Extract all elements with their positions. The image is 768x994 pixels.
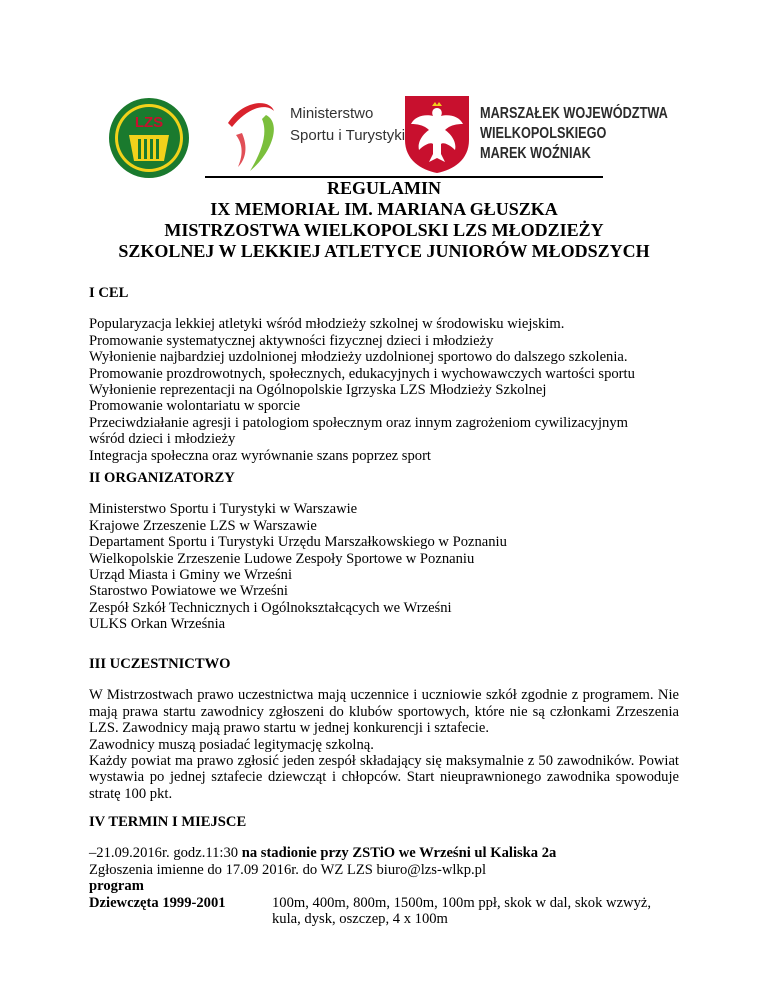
- list-item: Przeciwdziałanie agresji i patologiom społecznym oraz innym zagrożeniom cywilizacyjnym: [89, 414, 628, 431]
- section-heading: III UCZESTNICTWO: [89, 656, 231, 672]
- title-line-4: SZKOLNEJ W LEKKIEJ ATLETYCE JUNIORÓW MŁODSZYCH: [118, 241, 650, 261]
- paragraph: Każdy powiat ma prawo zgłosić jeden zespół składający się maksymalnie z 50 zawodników. Powiat wystawia po jednej sztafecie dziewcząt i chłopców. Start nieuprawnionego zawodnika spowoduje stratę 100 pkt.: [89, 753, 679, 802]
- marshal-line-1: MARSZAŁEK WOJEWÓDZTWA: [480, 105, 668, 122]
- program-row-girls-cont: [89, 911, 679, 927]
- section-cel: [89, 285, 679, 464]
- date-text: –21.09.2016r. godz.11:30: [89, 845, 239, 862]
- paragraph: W Mistrzostwach prawo uczestnictwa mają uczennice i uczniowie szkół zgodnie z programem. Nie mają prawa startu zawodnicy zgłoszeni do klubów sportowych, które nie są członkami Zrzeszenia LZS. Zawodnicy mają prawo startu w jednej konkurencji i sztafecie.: [89, 687, 679, 737]
- paragraph: Zawodnicy muszą posiadać legitymację szkolną.: [89, 736, 374, 753]
- date-line: [89, 845, 679, 861]
- marshal-line-2: WIELKOPOLSKIEGO: [480, 125, 607, 142]
- eagle-coat-of-arms-icon: [403, 94, 471, 174]
- list-item: Wielkopolskie Zrzeszenie Ludowe Zespoły Sportowe w Poznaniu: [89, 550, 475, 567]
- events-list: kula, dysk, oszczep, 4 x 100m: [272, 911, 448, 928]
- title-line-3: MISTRZOSTWA WIELKOPOLSKI LZS MŁODZIEŻY: [164, 220, 604, 240]
- marshal-line-3: MAREK WOŹNIAK: [480, 145, 591, 162]
- list-item: Zespół Szkół Technicznych i Ogólnokształcących we Wrześni: [89, 599, 452, 616]
- title-line-2: IX MEMORIAŁ IM. MARIANA GŁUSZKA: [210, 199, 558, 219]
- section-uczestnictwo: [89, 656, 679, 802]
- lzs-emblem-icon: [108, 97, 190, 179]
- ministry-line-1: Ministerstwo: [290, 105, 374, 122]
- list-item: Krajowe Zrzeszenie LZS w Warszawie: [89, 517, 317, 534]
- lzs-logo-text: LZS: [134, 114, 164, 131]
- title-line-1: REGULAMIN: [326, 178, 441, 198]
- document-title: [60, 178, 708, 262]
- list-item: Promowanie systematycznej aktywności fizycznej dzieci i młodzieży: [89, 332, 494, 349]
- registration-line: Zgłoszenia imienne do 17.09 2016r. do WZ LZS biuro@lzs-wlkp.pl: [89, 861, 487, 878]
- ministry-logo-text: [290, 103, 405, 147]
- section-heading: II ORGANIZATORZY: [89, 470, 235, 486]
- list-item: Wyłonienie najbardziej uzdolnionej młodzieży uzdolnionej sportowo do dalszego szkolenia.: [89, 349, 628, 366]
- list-item: Integracja społeczna oraz wyrównanie szans poprzez sport: [89, 447, 431, 464]
- list-item: Departament Sportu i Turystyki Urzędu Marszałkowskiego w Poznaniu: [89, 534, 507, 551]
- program-label: program: [89, 878, 144, 895]
- list-item: Popularyzacja lekkiej atletyki wśród młodzieży szkolnej w środowisku wiejskim.: [89, 316, 565, 333]
- venue-text: na stadionie przy ZSTiO we Wrześni ul Kaliska 2a: [241, 845, 557, 862]
- events-list: 100m, 400m, 800m, 1500m, 100m ppł, skok w dal, skok wzwyż,: [272, 894, 652, 911]
- category-label: Dziewczęta 1999-2001: [89, 894, 226, 911]
- list-item: Starostwo Powiatowe we Wrześni: [89, 583, 288, 600]
- section-heading: IV TERMIN I MIEJSCE: [89, 814, 247, 830]
- list-item: Wyłonienie reprezentacji na Ogólnopolskie Igrzyska LZS Młodzieży Szkolnej: [89, 382, 547, 399]
- section-termin: [89, 814, 679, 927]
- list-item: ULKS Orkan Września: [89, 616, 226, 633]
- section-heading: I CEL: [89, 285, 129, 301]
- ministry-line-2: Sportu i Turystyki: [290, 127, 406, 144]
- list-item: Urząd Miasta i Gminy we Wrześni: [89, 567, 292, 584]
- marshal-logo-text: [480, 104, 668, 164]
- list-item: Promowanie wolontariatu w sporcie: [89, 398, 301, 415]
- list-item: Promowanie prozdrowotnych, społecznych, edukacyjnych i wychowawczych wartości sportu: [89, 365, 635, 382]
- list-item: wśród dzieci i młodzieży: [89, 431, 236, 448]
- program-row-girls: [89, 895, 679, 911]
- section-organizatorzy: [89, 470, 679, 633]
- list-item: Ministerstwo Sportu i Turystyki w Warszawie: [89, 501, 358, 518]
